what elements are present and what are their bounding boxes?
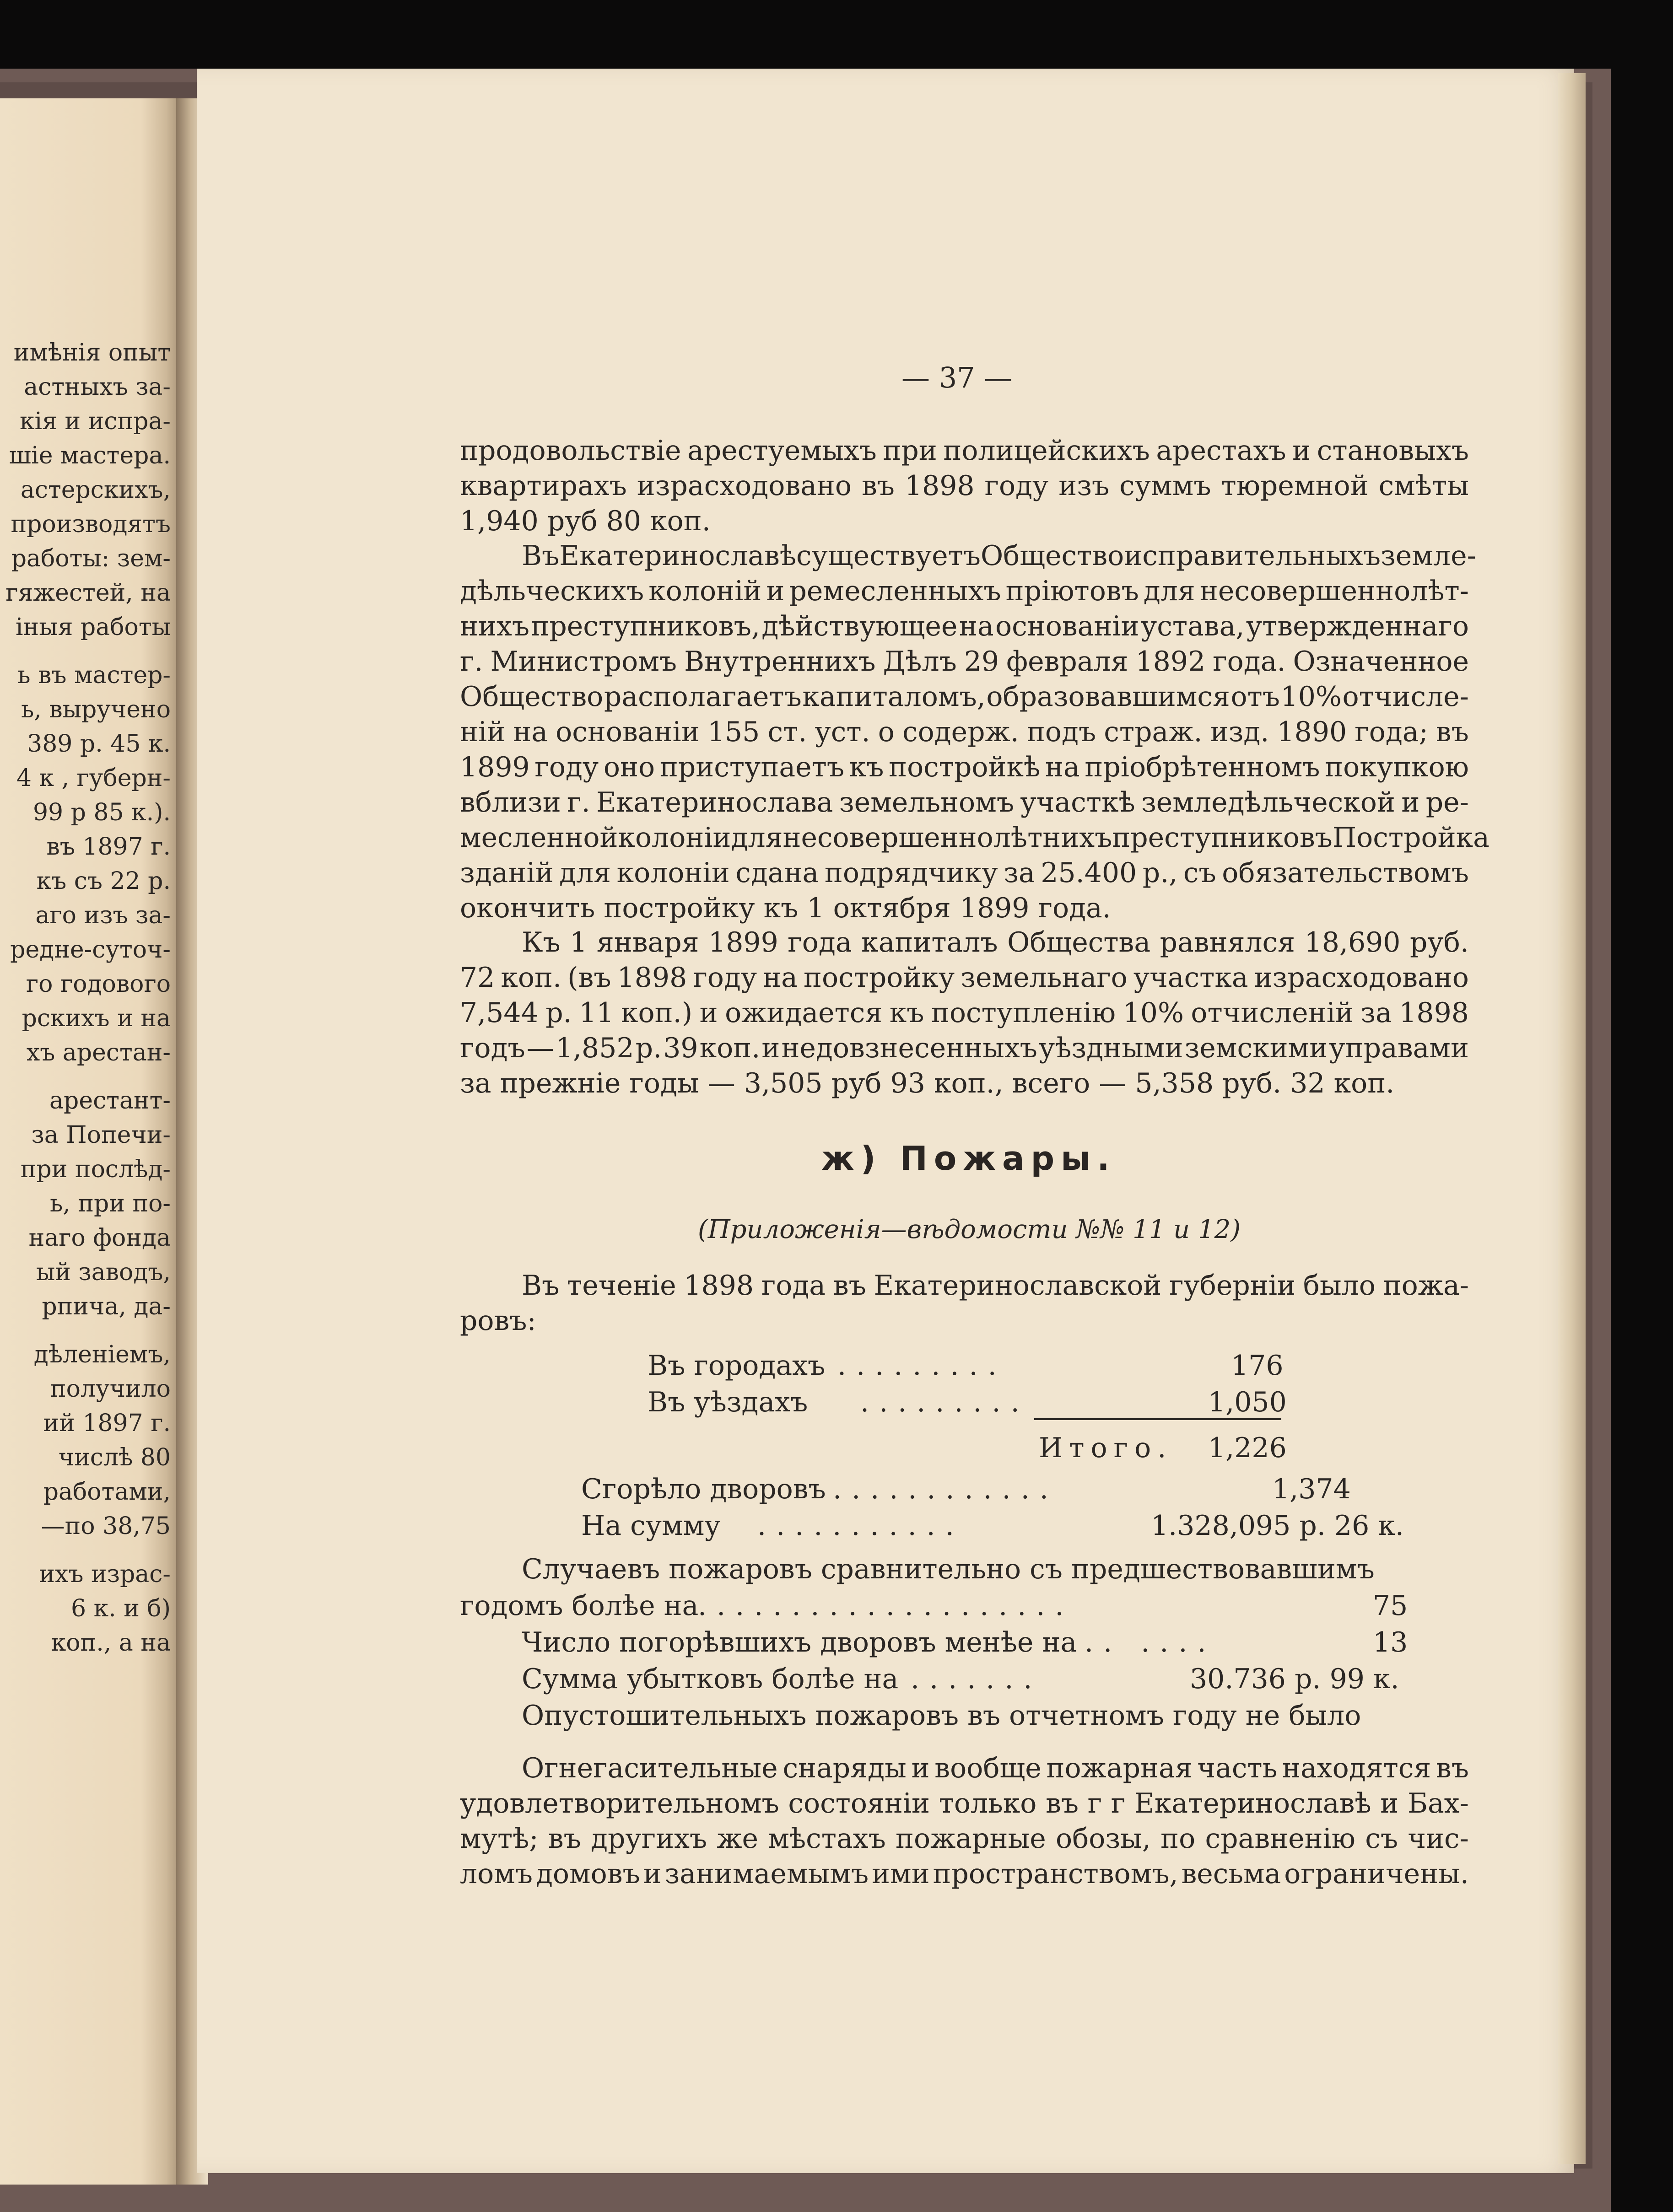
- devastating-fires-note: Опустошительныхъ пожаровъ въ отчетномъ году не было: [522, 1700, 1361, 1732]
- text-line: продовольствіе арестуемыхъ при полицейскихъ арестахъ и становыхъ: [460, 435, 1469, 467]
- leader-dots: ....................: [698, 1590, 1074, 1622]
- row-label-districts: Въ уѣздахъ: [648, 1386, 808, 1418]
- previous-page-text-fragment: ь въ мастер-: [17, 662, 171, 689]
- previous-page-text-fragment: ь, при по-: [49, 1190, 171, 1217]
- previous-page-text-fragment: ий 1897 г.: [43, 1410, 171, 1437]
- previous-page-text-fragment: работами,: [43, 1478, 171, 1506]
- previous-page-text-fragment: 4 к , губерн-: [16, 764, 171, 792]
- previous-page-text-fragment: ь, выручено: [21, 696, 171, 723]
- text-line: Въ теченіе 1898 года въ Екатеринославской губерніи было пожа-: [522, 1270, 1469, 1302]
- text-line: 1899 году оно приступаетъ къ постройкѣ на пріобрѣтенномъ покупкою: [460, 751, 1469, 783]
- previous-page-text-fragment: аго изъ за-: [35, 902, 171, 929]
- previous-page-text-fragment: гяжестей, на: [5, 579, 171, 607]
- text-line: удовлетворительномъ состояніи только въ г г Екатеринославѣ и Бах-: [460, 1787, 1469, 1819]
- section-heading-fires: ж) Пожары.: [821, 1139, 1116, 1178]
- previous-page-text-fragment: производятъ: [11, 511, 171, 538]
- previous-page-text-fragment: го годового: [26, 970, 171, 998]
- previous-page-text-fragment: 389 р. 45 к.: [27, 730, 171, 758]
- leader-dots: ...........: [757, 1510, 964, 1542]
- text-line: квартирахъ израсходовано въ 1898 году изъ суммъ тюремной смѣты: [460, 470, 1469, 502]
- previous-page-text-fragment: получило: [50, 1375, 171, 1403]
- row-value-towns: 176: [1231, 1350, 1284, 1382]
- previous-page-text-fragment: дѣленіемъ,: [33, 1341, 171, 1368]
- text-line: 7,544 р. 11 коп.) и ожидается къ поступленію 10% отчисленій за 1898: [460, 997, 1469, 1029]
- previous-page-text-fragment: хъ арестан-: [26, 1039, 171, 1066]
- row-label-towns: Въ городахъ: [648, 1350, 826, 1382]
- sum-value: 1.328,095 р. 26 к.: [1151, 1510, 1404, 1542]
- loss-label: Сумма убытковъ болѣе на: [522, 1663, 899, 1695]
- total-label: Итого.: [1039, 1432, 1173, 1464]
- leader-dots: ............: [833, 1473, 1058, 1505]
- text-line: вблизи г. Екатеринослава земельномъ участкѣ земледѣльческой и ре-: [460, 786, 1469, 818]
- previous-page-text-fragment: 6 к. и б): [71, 1595, 171, 1622]
- text-line: ломъ домовъ и занимаемымъ ими пространствомъ, весьма ограничены.: [460, 1858, 1469, 1890]
- previous-page-text-fragment: числѣ 80: [58, 1444, 171, 1471]
- burned-yards-value: 1,374: [1272, 1473, 1351, 1505]
- text-line: мутѣ; въ другихъ же мѣстахъ пожарные обозы, по сравненію съ чис-: [460, 1823, 1469, 1855]
- text-line: 1,940 руб 80 коп.: [460, 505, 711, 537]
- text-line: 72 коп. (въ 1898 году на постройку земельнаго участка израсходовано: [460, 962, 1469, 994]
- total-value: 1,226: [1208, 1432, 1287, 1464]
- fewer-yards-value: 13: [1373, 1626, 1408, 1658]
- sum-rule: [1034, 1418, 1281, 1420]
- previous-page-text-fragment: астерскихъ,: [20, 476, 171, 504]
- previous-page-text-fragment: 99 р 85 к.).: [32, 799, 171, 826]
- current-page: [197, 69, 1574, 2173]
- comparison-intro: Случаевъ пожаровъ сравнительно съ предшествовавшимъ: [522, 1553, 1375, 1585]
- text-line: Огнегасительные снаряды и вообще пожарная часть находятся въ: [522, 1752, 1469, 1784]
- previous-page-text-fragment: къ съ 22 р.: [36, 867, 171, 895]
- text-line: зданій для колоніи сдана подрядчику за 25.400 р., съ обязательствомъ: [460, 857, 1469, 889]
- text-line: г. Министромъ Внутреннихъ Дѣлъ 29 февраля 1892 года. Означенное: [460, 646, 1469, 678]
- leader-dots: .. ....: [1085, 1626, 1216, 1658]
- text-line: Общество располагаетъ капиталомъ, образовавшимся отъ 10% отчисле-: [460, 681, 1469, 713]
- text-line: ровъ:: [460, 1305, 536, 1337]
- text-line: месленной колоніи для несовершеннолѣтнихъ преступниковъ Постройка: [460, 822, 1490, 854]
- previous-page-text-fragment: наго фонда: [28, 1224, 171, 1252]
- previous-page-edge: [0, 98, 181, 2185]
- page-fore-edge: [1558, 73, 1586, 2164]
- previous-page-text-fragment: астныхъ за-: [24, 373, 171, 401]
- previous-page-text-fragment: коп., а на: [51, 1629, 171, 1657]
- text-line: Къ 1 января 1899 года капиталъ Общества равнялся 18,690 руб.: [522, 926, 1469, 958]
- text-line: дѣльческихъ колоній и ремесленныхъ пріютовъ для несовершеннолѣт-: [460, 575, 1469, 607]
- row-value-districts: 1,050: [1208, 1386, 1287, 1418]
- text-line: годъ — 1,852 р. 39 коп. и недовзнесенныхъ уѣздными земскими управами: [460, 1032, 1469, 1064]
- text-line: за прежніе годы — 3,505 руб 93 коп., всего — 5,358 руб. 32 коп.: [460, 1067, 1395, 1099]
- previous-page-text-fragment: имѣнія опыт: [13, 339, 171, 366]
- text-line: нихъ преступниковъ, дѣйствующее на основаніи устава, утвержденнаго: [460, 610, 1469, 642]
- text-line: окончить постройку къ 1 октября 1899 года.: [460, 892, 1111, 924]
- fewer-yards-label: Число погорѣвшихъ дворовъ менѣе на: [522, 1626, 1077, 1658]
- more-fires-value: 75: [1373, 1590, 1408, 1622]
- leader-dots: .........: [837, 1350, 1007, 1382]
- previous-page-text-fragment: рскихъ и на: [22, 1005, 171, 1032]
- text-line: ній на основаніи 155 ст. уст. о содерж. подъ страж. изд. 1890 года; въ: [460, 716, 1469, 748]
- leader-dots: .........: [860, 1386, 1030, 1418]
- previous-page-text-fragment: за Попечи-: [31, 1121, 171, 1149]
- previous-page-text-fragment: ый заводъ,: [36, 1259, 171, 1286]
- previous-page-text-fragment: шіе мастера.: [9, 442, 171, 469]
- previous-page-text-fragment: кія и испра-: [20, 408, 171, 435]
- previous-page-text-fragment: арестант-: [49, 1087, 171, 1114]
- text-line: Въ Екатеринославѣ существуетъ Общество исправительныхъ земле-: [522, 540, 1476, 572]
- sum-label: На сумму: [581, 1510, 721, 1542]
- loss-value: 30.736 р. 99 к.: [1190, 1663, 1399, 1695]
- previous-page-text-fragment: ихъ израс-: [39, 1561, 171, 1588]
- previous-page-text-fragment: редне-суточ-: [10, 936, 171, 963]
- previous-page-text-fragment: рпича, да-: [42, 1293, 171, 1320]
- previous-page-text-fragment: въ 1897 г.: [46, 833, 171, 861]
- page-number: — 37 —: [901, 361, 1013, 394]
- more-fires-label: годомъ болѣе на: [460, 1590, 699, 1622]
- appendix-reference: (Приложенія—вѣдомости №№ 11 и 12): [698, 1215, 1241, 1244]
- leader-dots: .......: [911, 1663, 1042, 1695]
- previous-page-text-fragment: —по 38,75: [41, 1512, 171, 1540]
- previous-page-text-fragment: при послѣд-: [20, 1156, 171, 1183]
- previous-page-text-fragment: работы: зем-: [11, 545, 171, 572]
- previous-page-text-fragment: іныя работы: [15, 614, 171, 641]
- burned-yards-label: Сгорѣло дворовъ: [581, 1473, 826, 1505]
